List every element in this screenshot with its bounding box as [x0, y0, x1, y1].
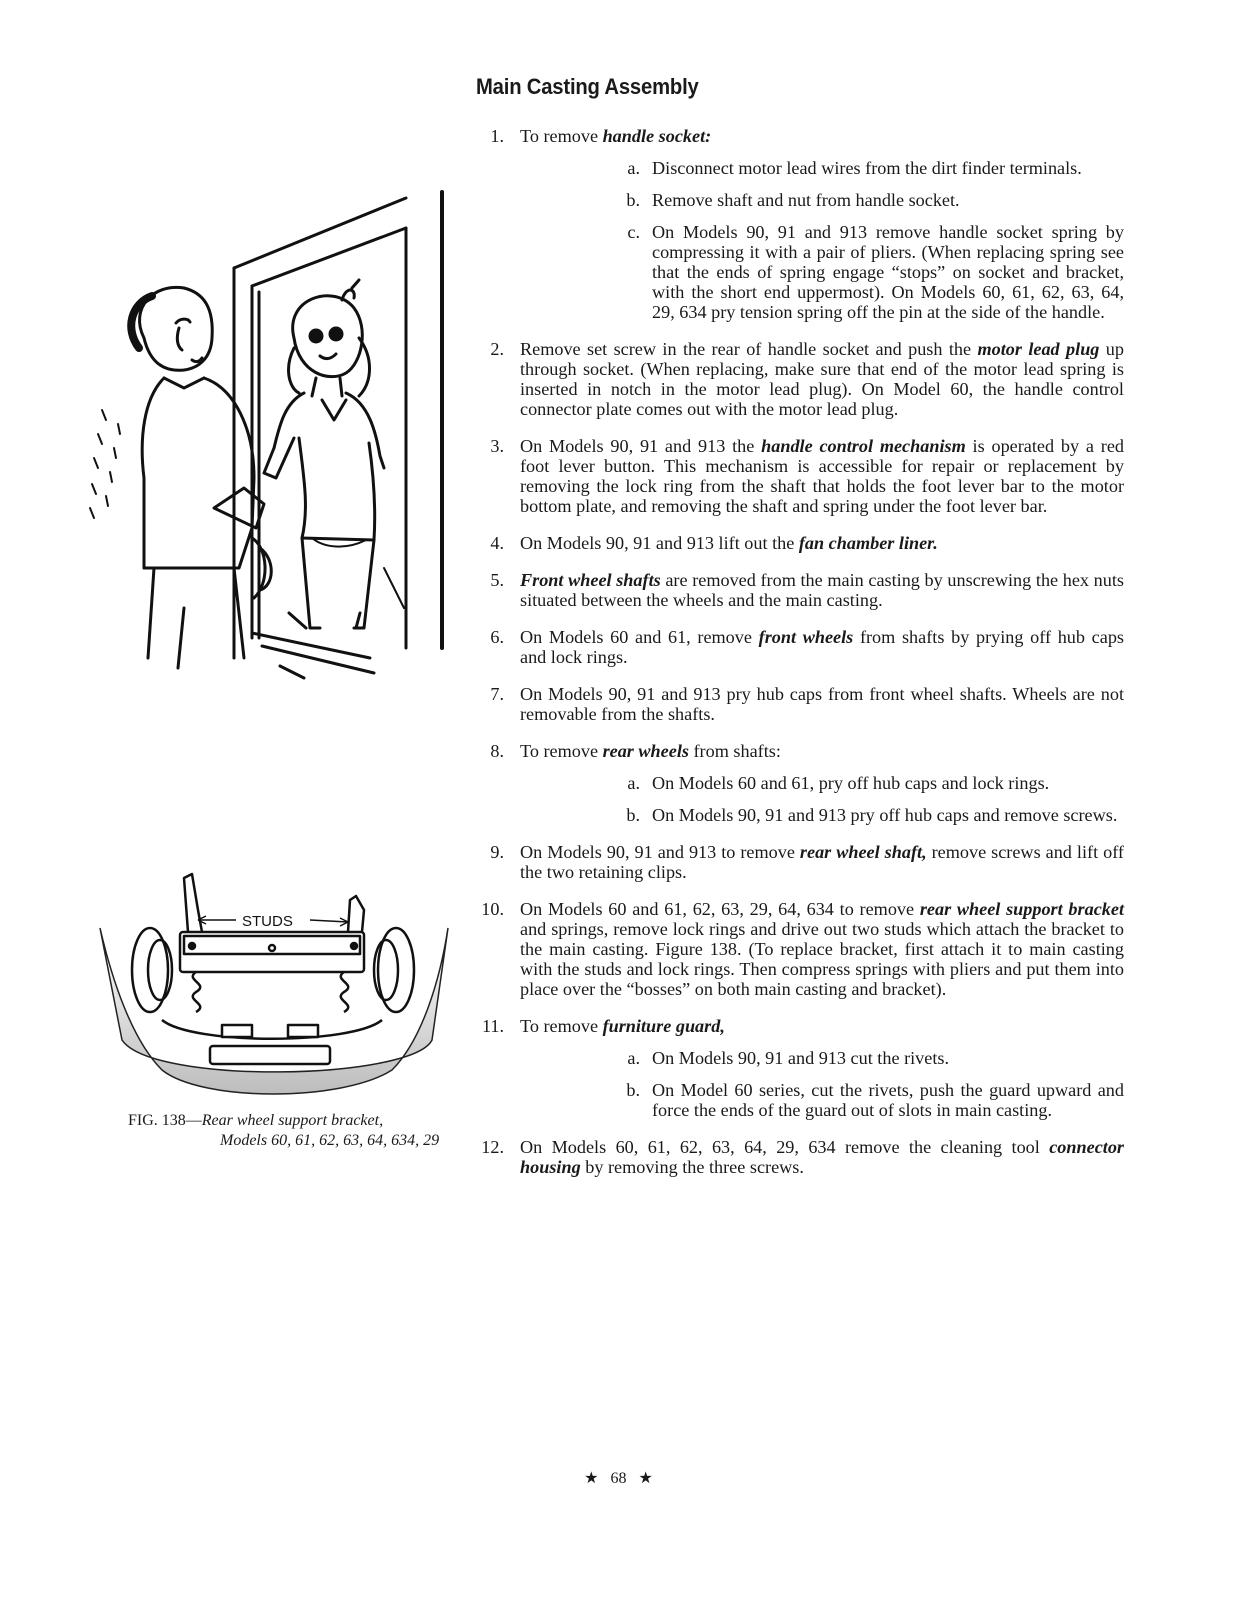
page-number: 68	[610, 1470, 627, 1487]
list-item: 11. To remove furniture guard, a. On Models 90, 91 and 913 cut the rivets. b. On Model 60 series, cut the rivets, push the guard upward and force the ends of the guard out of slots in main casting.	[481, 1016, 1124, 1120]
figure-label: FIG. 138—	[128, 1112, 202, 1129]
list-item: 8. To remove rear wheels from shafts: a. On Models 60 and 61, pry off hub caps and lock rings. b. On Models 90, 91 and 913 pry off hub caps and remove screws.	[476, 741, 1124, 825]
sub-item: a. Disconnect motor lead wires from the dirt finder terminals.	[627, 158, 1082, 178]
sublist	[520, 773, 1124, 825]
star-icon: ★	[584, 1470, 599, 1487]
list-item: 1. To remove handle socket: a. Disconnect motor lead wires from the dirt finder terminals. b. Remove shaft and nut from handle socket. c. On Models 90, 91 and 913 remove handle socket spring by compressing it with a pair of pliers. (When replacing spring see that the ends of spring engage “stops” on socket and bracket, with the short end uppermost). On Models 60, 61, 62, 63, 64, 29, 634 pry tension spring off the pin at the side of the handle.	[490, 126, 1124, 322]
star-icon: ★	[638, 1470, 653, 1487]
sub-item: c. On Models 90, 91 and 913 remove handle socket spring by compressing it with a pair of pliers. (When replacing spring see that the ends of spring engage “stops” on socket and bracket, with the short end uppermost). On Models 60, 61, 62, 63, 64, 29, 634 pry tension spring off the pin at the side of the handle.	[627, 222, 1124, 322]
rear-wheel-bracket-figure	[92, 870, 452, 1100]
list-item: 3. On Models 90, 91 and 913 the handle control mechanism is operated by a red foot lever button. This mechanism is accessible for repair or replacement by removing the lock ring from the shaft that holds the foot lever bar to the motor bottom plate, and removing the shaft and spring under the foot lever bar.	[490, 436, 1124, 516]
page-footer	[0, 1468, 1237, 1488]
sub-item: b. Remove shaft and nut from handle socket.	[626, 190, 960, 210]
list-item: 2. Remove set screw in the rear of handle socket and push the motor lead plug up through socket. (When replacing, make sure that end of the motor lead spring is inserted in notch in the motor lead plug). On Model 60, the handle control connector plate comes out with the motor lead plug.	[490, 339, 1124, 419]
sublist	[520, 1048, 1124, 1120]
studs-label: STUDS	[242, 913, 293, 930]
list-item: 4. On Models 90, 91 and 913 lift out the fan chamber liner.	[490, 533, 938, 553]
list-item: 5. Front wheel shafts are removed from the main casting by unscrewing the hex nuts situated between the wheels and the main casting.	[490, 570, 1124, 610]
sub-item: a. On Models 90, 91 and 913 cut the rivets.	[627, 1048, 950, 1068]
list-item: 7. On Models 90, 91 and 913 pry hub caps from front wheel shafts. Wheels are not removable from the shafts.	[490, 684, 1124, 724]
list-item: 10. On Models 60 and 61, 62, 63, 29, 64, 634 to remove rear wheel support bracket and springs, remove lock rings and drive out two studs which attach the bracket to the main casting. Figure 138. (To replace bracket, first attach it to main casting with the studs and lock rings. Then compress springs with pliers and put them into place over the “bosses” on both main casting and bracket).	[481, 899, 1124, 999]
caption-rest: Models 60, 61, 62, 63, 64, 634, 29	[220, 1132, 440, 1149]
sub-item: b. On Models 90, 91 and 913 pry off hub caps and remove screws.	[626, 805, 1118, 825]
list-item: 9. On Models 90, 91 and 913 to remove rear wheel shaft, remove screws and lift off the two retaining clips.	[490, 842, 1124, 882]
cartoon-illustration	[84, 188, 464, 688]
caption-line-1: Rear wheel support bracket,	[201, 1112, 384, 1129]
sub-item: a. On Models 60 and 61, pry off hub caps and lock rings.	[627, 773, 1050, 793]
figure-caption	[128, 1111, 460, 1151]
sublist	[520, 158, 1124, 322]
sub-item: b. On Model 60 series, cut the rivets, push the guard upward and force the ends of the guard out of slots in main casting.	[626, 1080, 1124, 1120]
page-title: Main Casting Assembly	[476, 74, 699, 99]
list-item: 12. On Models 60, 61, 62, 63, 64, 29, 634 remove the cleaning tool connector housing by removing the three screws.	[481, 1137, 1124, 1177]
list-item: 6. On Models 60 and 61, remove front wheels from shafts by prying off hub caps and lock rings.	[490, 627, 1124, 667]
instruction-list	[476, 126, 1124, 1194]
